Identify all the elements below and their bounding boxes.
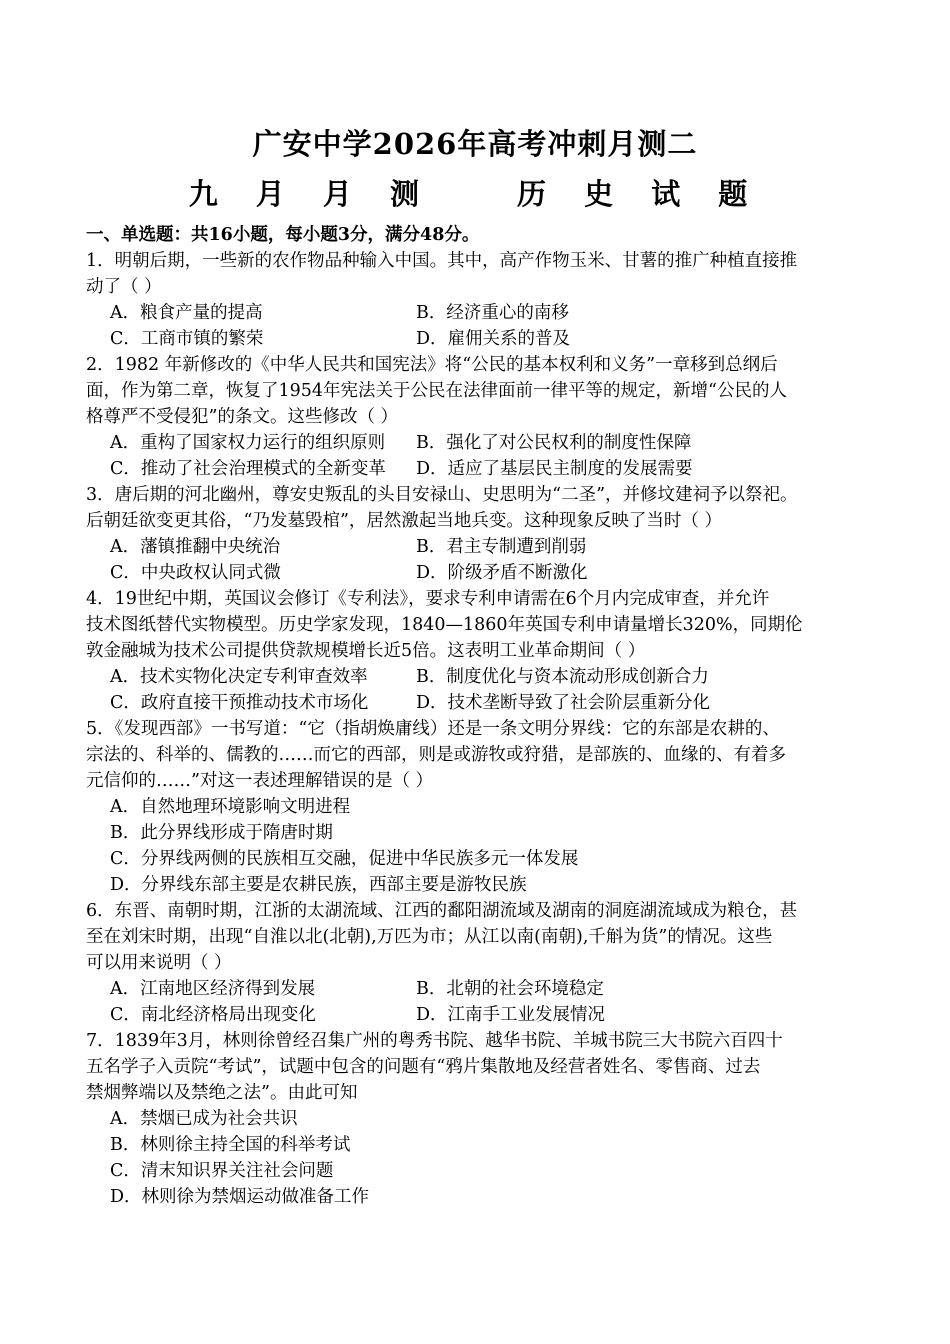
question-stem-line: 5．《发现西部》一书写道：“它（指胡焕庸线）还是一条文明分界线：它的东部是农耕的、 — [86, 719, 780, 739]
question-stem-line: 至在刘宋时期，出现“自淮以北(北朝),万匹为市；从江以南(南朝),千斛为货”的情况。这些 — [86, 927, 773, 947]
question-6 — [86, 898, 886, 1028]
option-b: B．强化了对公民权利的制度性保障 — [416, 433, 692, 453]
option-b: B．君主专制遭到削弱 — [416, 537, 587, 557]
question-stem-line: 2．1982 年新修改的《中华人民共和国宪法》将“公民的基本权利和义务”一章移到总纲后 — [86, 355, 778, 375]
question-stem-line: 1．明朝后期，一些新的农作物品种输入中国。其中，高产作物玉米、甘薯的推广种植直接推 — [86, 251, 798, 271]
option-c: C．分界线两侧的民族相互交融，促进中华民族多元一体发展 — [110, 849, 579, 869]
option-c: C．南北经济格局出现变化 — [110, 1005, 316, 1025]
question-4 — [86, 586, 886, 716]
option-d: D．雇佣关系的普及 — [416, 329, 571, 349]
question-stem-line: 五名学子入贡院“考试”，试题中包含的问题有“鸦片集散地及经营者姓名、零售商、过去 — [86, 1057, 761, 1077]
question-stem-line: 4．19世纪中期，英国议会修订《专利法》，要求专利申请需在6个月内完成审查，并允许 — [86, 589, 770, 609]
question-3 — [86, 482, 886, 586]
option-b: B．经济重心的南移 — [416, 303, 569, 323]
question-stem-line: 禁烟弊端以及禁绝之法”。由此可知 — [86, 1083, 358, 1103]
option-row — [86, 456, 886, 482]
option-row — [86, 300, 886, 326]
option-a: A．粮食产量的提高 — [110, 303, 263, 323]
option-a: A．禁烟已成为社会共识 — [110, 1109, 298, 1129]
option-d: D．适应了基层民主制度的发展需要 — [416, 459, 693, 479]
option-row — [86, 976, 886, 1002]
question-stem-line: 技术图纸替代实物模型。历史学家发现，1840—1860年英国专利申请量增长320%，同期伦 — [86, 615, 803, 635]
question-2 — [86, 352, 886, 482]
option-row — [86, 560, 886, 586]
option-d: D．分界线东部主要是农耕民族，西部主要是游牧民族 — [110, 875, 527, 895]
option-c: C．推动了社会治理模式的全新变革 — [110, 459, 386, 479]
question-7 — [86, 1028, 886, 1210]
option-b: B．北朝的社会环境稳定 — [416, 979, 604, 999]
option-row — [86, 1002, 886, 1028]
option-a: A．江南地区经济得到发展 — [110, 979, 316, 999]
option-c: C．清末知识界关注社会问题 — [110, 1161, 334, 1181]
question-stem-line: 格尊严不受侵犯”的条文。这些修改（ ） — [86, 407, 399, 427]
option-d: D．阶级矛盾不断激化 — [416, 563, 588, 583]
option-c: C．工商市镇的繁荣 — [110, 329, 264, 349]
exam-subject-label: 历 史 试 题 — [517, 177, 762, 211]
option-c: C．中央政权认同式微 — [110, 563, 281, 583]
question-stem-line: 后朝廷欲变更其俗，“乃发墓毁棺”，居然激起当地兵变。这种现象反映了当时（ ） — [86, 511, 722, 531]
option-row — [86, 690, 886, 716]
option-c: C．政府直接干预推动技术市场化 — [110, 693, 369, 713]
option-row — [86, 326, 886, 352]
option-b: B．林则徐主持全国的科举考试 — [110, 1135, 351, 1155]
question-stem-line: 7．1839年3月，林则徐曾经召集广州的粤秀书院、越华书院、羊城书院三大书院六百四十 — [86, 1031, 783, 1051]
question-stem-line: 可以用来说明（ ） — [86, 953, 232, 973]
question-stem-line: 3．唐后期的河北幽州，尊安史叛乱的头目安禄山、史思明为“二圣”，并修坟建祠予以祭祀。 — [86, 485, 798, 505]
question-stem-line: 面，作为第二章，恢复了1954年宪法关于公民在法律面前一律平等的规定，新增“公民的人 — [86, 381, 787, 401]
question-1 — [86, 248, 886, 352]
question-stem-line: 6．东晋、南朝时期，江浙的太湖流域、江西的鄱阳湖流域及湖南的洞庭湖流域成为粮仓，甚 — [86, 901, 798, 921]
question-stem-line: 元信仰的……”对这一表述理解错误的是（ ） — [86, 771, 434, 791]
exam-title: 广安中学2026年高考冲刺月测二 — [252, 127, 698, 161]
option-b: B．制度优化与资本流动形成创新合力 — [416, 667, 709, 687]
exam-month-label: 九 月 月 测 — [188, 177, 433, 211]
option-d: D．江南手工业发展情况 — [416, 1005, 606, 1025]
option-a: A．重构了国家权力运行的组织原则 — [110, 433, 386, 453]
section-heading: 一、单选题：共16小题，每小题3分，满分48分。 — [86, 225, 480, 245]
question-stem-line: 宗法的、科举的、儒教的……而它的西部，则是或游牧或狩猎，是部族的、血缘的、有着多 — [86, 745, 786, 765]
option-a: A．自然地理环境影响文明进程 — [110, 797, 351, 817]
option-row — [86, 534, 886, 560]
option-a: A．藩镇推翻中央统治 — [110, 537, 281, 557]
option-row — [86, 430, 886, 456]
question-stem-line: 敦金融城为技术公司提供贷款规模增长近5倍。这表明工业革命期间（ ） — [86, 641, 646, 661]
option-a: A．技术实物化决定专利审查效率 — [110, 667, 368, 687]
option-b: B．此分界线形成于隋唐时期 — [110, 823, 333, 843]
exam-subtitle — [0, 176, 950, 212]
question-stem-line: 动了（ ） — [86, 277, 162, 297]
question-5 — [86, 716, 886, 898]
option-row — [86, 664, 886, 690]
option-d: D．林则徐为禁烟运动做准备工作 — [110, 1187, 370, 1207]
option-d: D．技术垄断导致了社会阶层重新分化 — [416, 693, 711, 713]
